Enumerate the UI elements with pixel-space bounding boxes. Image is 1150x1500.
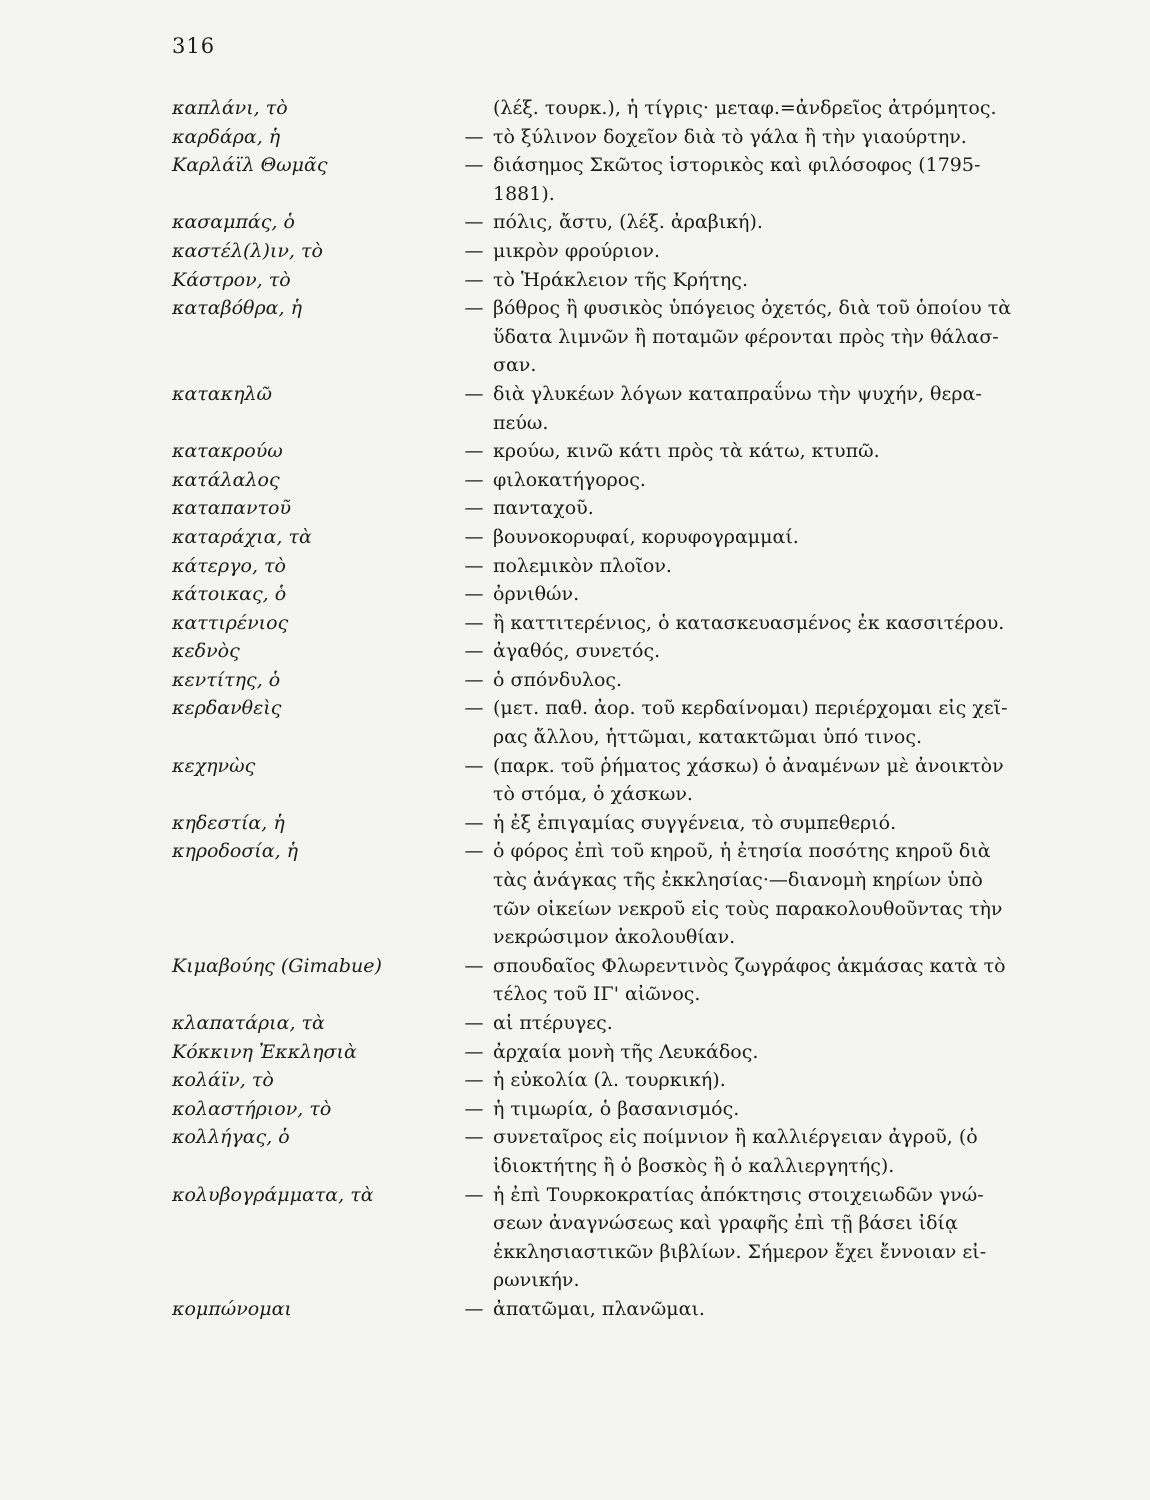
entry-definition bbox=[493, 523, 1031, 552]
entry-definition bbox=[493, 752, 1031, 809]
dictionary-entry bbox=[172, 1066, 1032, 1095]
definition-line: τέλος τοῦ ΙΓ' αἰῶνος. bbox=[493, 983, 701, 1006]
entry-term: κασαμπάς, ὁ bbox=[172, 211, 295, 234]
entry-term: καττιρένιος bbox=[172, 611, 289, 634]
definition-line: ρωνικήν. bbox=[493, 1269, 580, 1292]
entry-definition bbox=[493, 609, 1031, 638]
definition-line: ἢ καττιτερένιος, ὁ κατασκευασμένος ἐκ κασσιτέρου. bbox=[493, 611, 1005, 634]
entry-definition bbox=[493, 94, 1031, 123]
entry-definition bbox=[493, 1095, 1031, 1124]
entry-definition bbox=[493, 694, 1031, 751]
entry-term: κολάϊν, τὸ bbox=[172, 1069, 274, 1092]
definition-line: ὀρνιθών. bbox=[493, 583, 580, 606]
dictionary-entry bbox=[172, 1295, 1032, 1324]
dictionary-entry bbox=[172, 752, 1032, 809]
entry-term: κατακηλῶ bbox=[172, 382, 273, 405]
dictionary-entry bbox=[172, 552, 1032, 581]
entry-term: καρδάρα, ἡ bbox=[172, 125, 281, 148]
dictionary-entry bbox=[172, 494, 1032, 523]
definition-line: ἡ τιμωρία, ὁ βασανισμός. bbox=[493, 1097, 740, 1120]
definition-line: ρας ἄλλου, ἡττῶμαι, κατακτῶμαι ὑπό τινος. bbox=[493, 726, 923, 749]
entry-term: κάτεργο, τὸ bbox=[172, 554, 286, 577]
entry-term: κατάλαλος bbox=[172, 468, 280, 491]
entry-dash: — bbox=[464, 125, 484, 148]
entry-dash: — bbox=[464, 297, 484, 320]
dictionary-entry bbox=[172, 1095, 1032, 1124]
entry-dash: — bbox=[464, 1297, 484, 1320]
definition-line: αἱ πτέρυγες. bbox=[493, 1012, 613, 1034]
definition-line: συνεταῖρος εἰς ποίμνιον ἢ καλλιέργειαν ἀγροῦ, (ὁ bbox=[493, 1126, 978, 1149]
entry-dash: — bbox=[464, 668, 484, 691]
entry-term: Κιμαβούης (Gimabue) bbox=[172, 954, 382, 977]
entry-dash: — bbox=[464, 954, 484, 977]
entry-dash: — bbox=[464, 1012, 484, 1034]
entry-term: κάτοικας, ὁ bbox=[172, 583, 287, 606]
definition-line: ἡ ἐξ ἐπιγαμίας συγγένεια, τὸ συμπεθεριό. bbox=[493, 811, 897, 834]
entry-definition bbox=[493, 1123, 1031, 1180]
dictionary-entry bbox=[172, 294, 1032, 380]
definition-line: ἀπατῶμαι, πλανῶμαι. bbox=[493, 1297, 705, 1320]
dictionary-entry bbox=[172, 1181, 1032, 1295]
entry-term: κεδνὸς bbox=[172, 640, 240, 663]
entry-definition bbox=[493, 437, 1031, 466]
entry-definition bbox=[493, 208, 1031, 237]
entry-term: κηδεστία, ἡ bbox=[172, 811, 285, 834]
entry-dash: — bbox=[464, 611, 484, 634]
entry-term: καταβόθρα, ἡ bbox=[172, 297, 302, 320]
definition-line: βόθρος ἢ φυσικὸς ὑπόγειος ὀχετός, διὰ τοῦ ὁποίου τὰ bbox=[493, 297, 1012, 320]
entry-dash: — bbox=[464, 1126, 484, 1149]
entry-definition bbox=[493, 809, 1031, 838]
entry-definition bbox=[493, 637, 1031, 666]
entry-definition bbox=[493, 552, 1031, 581]
dictionary-entry bbox=[172, 1123, 1032, 1180]
entry-term: κολαστήριον, τὸ bbox=[172, 1097, 332, 1120]
entry-term: κερδανθεὶς bbox=[172, 697, 282, 720]
entry-definition bbox=[493, 1009, 1031, 1038]
entry-term: κατακρούω bbox=[172, 440, 283, 463]
entry-dash: — bbox=[464, 583, 484, 606]
dictionary-entry bbox=[172, 666, 1032, 695]
entry-dash: — bbox=[464, 268, 484, 291]
entry-dash: — bbox=[464, 1183, 484, 1206]
definition-line: μικρὸν φρούριον. bbox=[493, 239, 660, 262]
definition-line: τὸ στόμα, ὁ χάσκων. bbox=[493, 783, 693, 806]
definition-line: πεύω. bbox=[493, 411, 549, 434]
entry-definition bbox=[493, 1038, 1031, 1067]
definition-line: (παρκ. τοῦ ῥήματος χάσκω) ὁ ἀναμένων μὲ ἀνοικτὸν bbox=[493, 754, 1004, 777]
dictionary-entry bbox=[172, 151, 1032, 208]
dictionary-entry bbox=[172, 809, 1032, 838]
dictionary-entry bbox=[172, 609, 1032, 638]
dictionary-entry bbox=[172, 123, 1032, 152]
dictionary-entry bbox=[172, 437, 1032, 466]
definition-line: διάσημος Σκῶτος ἱστορικὸς καὶ φιλόσοφος (1795- bbox=[493, 154, 981, 177]
definition-line: νεκρώσιμον ἀκολουθίαν. bbox=[493, 926, 736, 949]
entry-definition bbox=[493, 837, 1031, 951]
entry-definition bbox=[493, 380, 1031, 437]
definition-line: ὁ φόρος ἐπὶ τοῦ κηροῦ, ἡ ἐτησία ποσότης κηροῦ διὰ bbox=[493, 840, 991, 863]
entry-term: Καρλάϊλ Θωμᾶς bbox=[172, 154, 328, 177]
entry-definition bbox=[493, 237, 1031, 266]
entry-term: κλαπατάρια, τὰ bbox=[172, 1012, 325, 1034]
dictionary-entry bbox=[172, 466, 1032, 495]
dictionary-entry bbox=[172, 952, 1032, 1009]
definition-line: 1881). bbox=[493, 182, 555, 205]
entry-definition bbox=[493, 580, 1031, 609]
definition-line: σαν. bbox=[493, 354, 537, 377]
definition-line: ὕδατα λιμνῶν ἢ ποταμῶν φέρονται πρὸς τὴν θάλασ- bbox=[493, 325, 999, 348]
page-number: 316 bbox=[172, 34, 216, 58]
dictionary-entry bbox=[172, 637, 1032, 666]
definition-line: τὸ Ἡράκλειον τῆς Κρήτης. bbox=[493, 268, 748, 291]
entry-dash: — bbox=[464, 154, 484, 177]
entry-dash: — bbox=[464, 640, 484, 663]
entry-term: Κόκκινη Ἐκκλησιὰ bbox=[172, 1040, 357, 1063]
entry-term: κολυβογράμματα, τὰ bbox=[172, 1183, 374, 1206]
entry-term: κεχηνὼς bbox=[172, 754, 256, 777]
definition-line: ἰδιοκτήτης ἢ ὁ βοσκὸς ἢ ὁ καλλιεργητής). bbox=[493, 1154, 895, 1177]
entry-dash: — bbox=[464, 525, 484, 548]
entry-dash: — bbox=[464, 840, 484, 863]
entry-dash: — bbox=[464, 497, 484, 520]
entry-dash: — bbox=[464, 211, 484, 234]
dictionary-entry bbox=[172, 208, 1032, 237]
entry-definition bbox=[493, 494, 1031, 523]
entry-dash: — bbox=[464, 468, 484, 491]
definition-line: βουνοκορυφαί, κορυφογραμμαί. bbox=[493, 525, 799, 548]
entry-term: καπλάνι, τὸ bbox=[172, 97, 288, 119]
dictionary-entry bbox=[172, 1038, 1032, 1067]
entry-dash: — bbox=[464, 382, 484, 405]
entry-definition bbox=[493, 466, 1031, 495]
dictionary-entry bbox=[172, 237, 1032, 266]
definition-line: ἡ εὐκολία (λ. τουρκική). bbox=[493, 1069, 726, 1092]
definition-line: τὸ ξύλινον δοχεῖον διὰ τὸ γάλα ἢ τὴν γιαούρτην. bbox=[493, 125, 967, 148]
dictionary-entry bbox=[172, 94, 1032, 123]
definition-line: ὁ σπόνδυλος. bbox=[493, 668, 623, 691]
entry-definition bbox=[493, 151, 1031, 208]
entry-definition bbox=[493, 266, 1031, 295]
dictionary-entry bbox=[172, 580, 1032, 609]
entry-definition bbox=[493, 294, 1031, 380]
entry-dash: — bbox=[464, 1069, 484, 1092]
entry-term: κομπώνομαι bbox=[172, 1297, 292, 1320]
definition-line: ἀγαθός, συνετός. bbox=[493, 640, 661, 663]
dictionary-entry bbox=[172, 694, 1032, 751]
entry-dash: — bbox=[464, 554, 484, 577]
definition-line: ἀρχαία μονὴ τῆς Λευκάδος. bbox=[493, 1040, 759, 1063]
definition-line: σεων ἀναγνώσεως καὶ γραφῆς ἐπὶ τῇ βάσει ἰδίᾳ bbox=[493, 1212, 958, 1235]
entry-definition bbox=[493, 1066, 1031, 1095]
entry-term: καταράχια, τὰ bbox=[172, 525, 312, 548]
dictionary-entries bbox=[172, 94, 1032, 1324]
entry-definition bbox=[493, 1181, 1031, 1295]
entry-definition bbox=[493, 666, 1031, 695]
entry-definition bbox=[493, 952, 1031, 1009]
dictionary-entry bbox=[172, 837, 1032, 951]
definition-line: πολεμικὸν πλοῖον. bbox=[493, 554, 672, 577]
entry-dash: — bbox=[464, 239, 484, 262]
definition-line: πανταχοῦ. bbox=[493, 497, 594, 520]
entry-dash: — bbox=[464, 1097, 484, 1120]
definition-line: τὰς ἀνάγκας τῆς ἐκκλησίας·—διανομὴ κηρίων ὑπὸ bbox=[493, 869, 983, 892]
definition-line: (λέξ. τουρκ.), ἡ τίγρις· μεταφ.=ἀνδρεῖος ἀτρόμητος. bbox=[493, 97, 997, 119]
entry-dash bbox=[455, 94, 493, 123]
entry-term: καταπαντοῦ bbox=[172, 497, 292, 520]
dictionary-entry bbox=[172, 523, 1032, 552]
definition-line: φιλοκατήγορος. bbox=[493, 468, 646, 491]
definition-line: σπουδαῖος Φλωρεντινὸς ζωγράφος ἀκμάσας κατὰ τὸ bbox=[493, 954, 1006, 977]
entry-definition bbox=[493, 123, 1031, 152]
entry-term: κολλήγας, ὁ bbox=[172, 1126, 290, 1149]
definition-line: (μετ. παθ. ἀορ. τοῦ κερδαίνομαι) περιέρχομαι εἰς χεῖ- bbox=[493, 697, 1008, 720]
definition-line: πόλις, ἄστυ, (λέξ. ἀραβική). bbox=[493, 211, 763, 234]
entry-term: κηροδοσία, ἡ bbox=[172, 840, 299, 863]
entry-dash: — bbox=[464, 440, 484, 463]
dictionary-entry bbox=[172, 266, 1032, 295]
entry-dash: — bbox=[464, 1040, 484, 1063]
definition-line: ἡ ἐπὶ Τουρκοκρατίας ἀπόκτησις στοιχειωδῶν γνώ- bbox=[493, 1183, 984, 1206]
entry-dash: — bbox=[464, 754, 484, 777]
dictionary-entry bbox=[172, 380, 1032, 437]
definition-line: κρούω, κινῶ κάτι πρὸς τὰ κάτω, κτυπῶ. bbox=[493, 440, 880, 463]
dictionary-entry bbox=[172, 1009, 1032, 1038]
definition-line: τῶν οἰκείων νεκροῦ εἰς τοὺς παρακολουθοῦντας τὴν bbox=[493, 897, 1003, 920]
definition-line: ἐκκλησιαστικῶν βιβλίων. Σήμερον ἔχει ἔννοιαν εἰ- bbox=[493, 1240, 987, 1263]
entry-definition bbox=[493, 1295, 1031, 1324]
definition-line: διὰ γλυκέων λόγων καταπραΰνω τὴν ψυχήν, θερα- bbox=[493, 382, 982, 405]
entry-term: Κάστρον, τὸ bbox=[172, 268, 291, 291]
entry-term: καστέλ(λ)ιν, τὸ bbox=[172, 239, 323, 262]
entry-dash: — bbox=[464, 697, 484, 720]
entry-dash: — bbox=[464, 811, 484, 834]
entry-term: κεντίτης, ὁ bbox=[172, 668, 281, 691]
